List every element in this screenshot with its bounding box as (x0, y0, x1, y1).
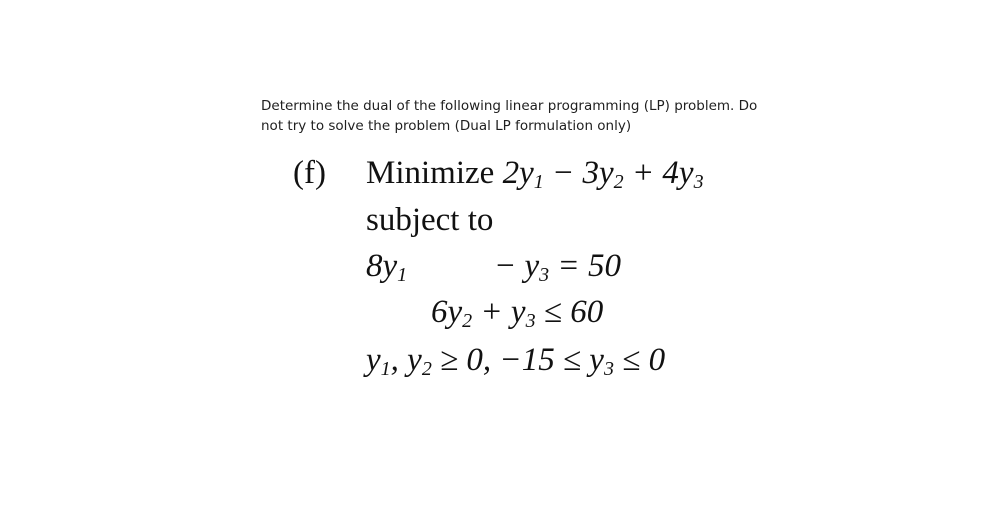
objective-term-1: 2y (502, 155, 534, 191)
bounds-term-4: ≤ 0 (613, 342, 666, 378)
objective-word: Minimize (366, 155, 495, 191)
c1-lhs-term: 8y (366, 248, 398, 284)
objective-function (366, 153, 704, 193)
objective-sub-3: 3 (693, 171, 704, 193)
objective-expression (503, 155, 704, 191)
objective-sub-1: 1 (533, 171, 544, 193)
bounds-term-2: , y (390, 342, 422, 378)
c1-rhs-value: = 50 (549, 248, 621, 284)
c1-rhs-sub: 3 (539, 264, 550, 286)
variable-bounds (366, 340, 665, 380)
bounds-sub-1: 1 (380, 358, 391, 380)
c2-term-2: + y (472, 294, 526, 330)
bounds-sub-2: 2 (421, 358, 432, 380)
c2-sub-2: 3 (525, 310, 536, 332)
prompt-line-1: Determine the dual of the following linear programming (LP) problem. Do (261, 98, 758, 114)
bounds-sub-3: 3 (603, 358, 614, 380)
prompt-line-2: not try to solve the problem (Dual LP formulation only) (261, 118, 632, 134)
bounds-term-1: y (366, 342, 381, 378)
c1-lhs-sub: 1 (397, 264, 408, 286)
constraint-1-rhs (494, 246, 621, 286)
c2-value: ≤ 60 (535, 294, 604, 330)
c2-sub-1: 2 (462, 310, 473, 332)
c2-term-1: 6y (431, 294, 463, 330)
objective-term-2: − 3y (543, 155, 614, 191)
constraint-1-lhs (366, 246, 407, 286)
subject-to-label: subject to (366, 202, 494, 238)
problem-label: (f) (293, 155, 326, 191)
objective-term-3: + 4y (623, 155, 694, 191)
c1-rhs-term: − y (494, 248, 540, 284)
constraint-1 (366, 246, 666, 286)
constraint-2 (431, 292, 603, 332)
objective-sub-2: 2 (613, 171, 624, 193)
bounds-term-3: ≥ 0, −15 ≤ y (431, 342, 604, 378)
